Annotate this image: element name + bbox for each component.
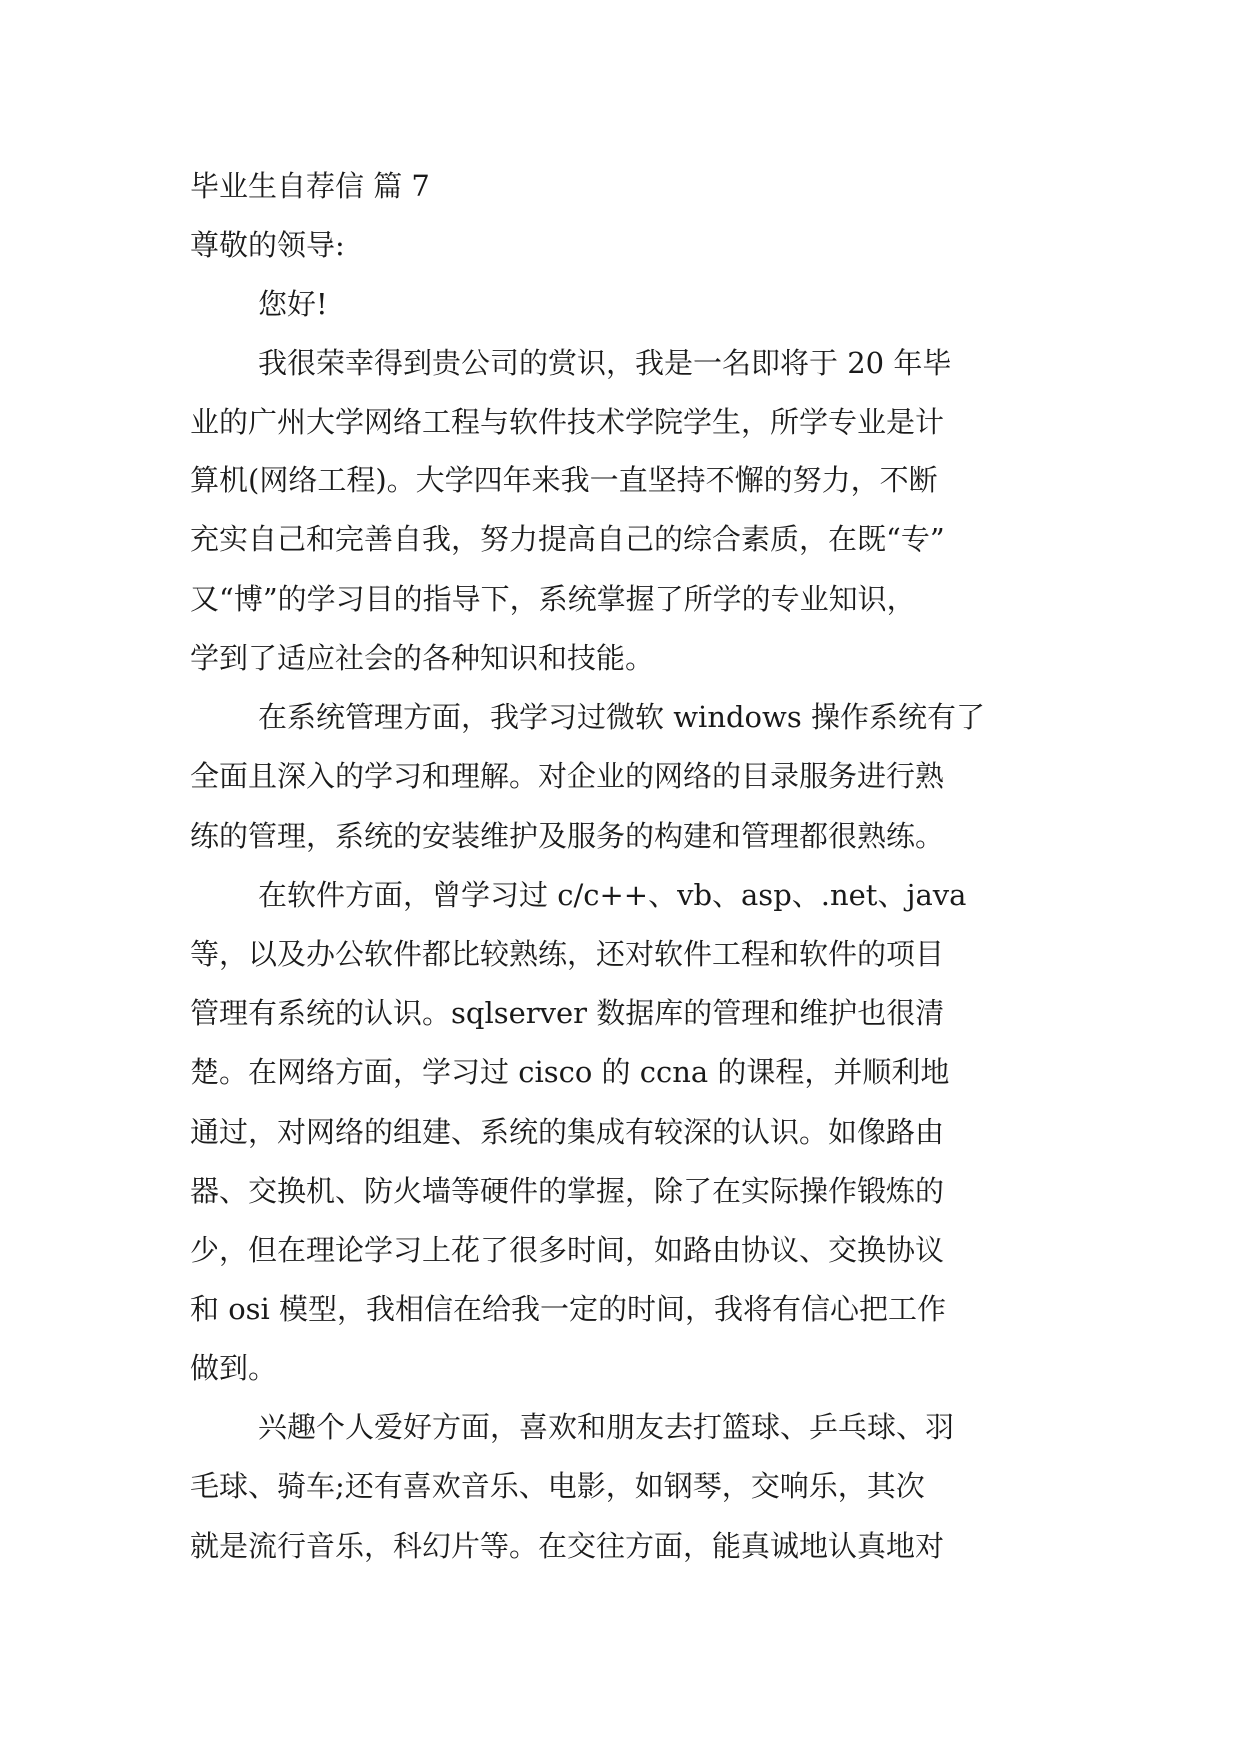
paragraph-line: 毛球、骑车;还有喜欢音乐、电影，如钢琴，交响乐，其次: [190, 1469, 925, 1503]
paragraph-line: 算机(网络工程)。大学四年来我一直坚持不懈的努力，不断: [190, 463, 938, 497]
paragraph-line: 等，以及办公软件都比较熟练，还对软件工程和软件的项目: [190, 937, 945, 971]
document-title: 毕业生自荐信 篇 7: [190, 169, 430, 203]
paragraph-line: 又“博”的学习目的指导下，系统掌握了所学的专业知识，: [190, 582, 916, 616]
paragraph-line: 做到。: [190, 1351, 278, 1385]
paragraph-line: 少，但在理论学习上花了很多时间，如路由协议、交换协议: [190, 1233, 945, 1267]
paragraph-line: 充实自己和完善自我，努力提高自己的综合素质，在既“专”: [190, 522, 945, 556]
paragraph-line: 全面且深入的学习和理解。对企业的网络的目录服务进行熟: [190, 759, 945, 793]
paragraph-line: 学到了适应社会的各种知识和技能。: [190, 641, 655, 675]
paragraph-line: 管理有系统的认识。sqlserver 数据库的管理和维护也很清: [190, 996, 945, 1030]
paragraph-line: 器、交换机、防火墙等硬件的掌握，除了在实际操作锻炼的: [190, 1174, 945, 1208]
paragraph-line: 在系统管理方面，我学习过微软 windows 操作系统有了: [258, 700, 985, 734]
paragraph-line: 业的广州大学网络工程与软件技术学院学生，所学专业是计: [190, 405, 945, 439]
greeting: 您好!: [258, 287, 328, 321]
salutation: 尊敬的领导:: [190, 228, 345, 262]
paragraph-line: 和 osi 模型，我相信在给我一定的时间，我将有信心把工作: [190, 1292, 947, 1326]
paragraph-line: 我很荣幸得到贵公司的赏识，我是一名即将于 20 年毕: [258, 346, 952, 380]
paragraph-line: 通过，对网络的组建、系统的集成有较深的认识。如像路由: [190, 1115, 945, 1149]
paragraph-line: 楚。在网络方面，学习过 cisco 的 ccna 的课程，并顺利地: [190, 1055, 950, 1089]
paragraph-line: 兴趣个人爱好方面，喜欢和朋友去打篮球、乒乓球、羽: [258, 1410, 955, 1444]
paragraph-line: 练的管理，系统的安装维护及服务的构建和管理都很熟练。: [190, 819, 945, 853]
paragraph-line: 就是流行音乐，科幻片等。在交往方面，能真诚地认真地对: [190, 1529, 945, 1563]
paragraph-line: 在软件方面，曾学习过 c/c++、vb、asp、.net、java: [258, 878, 967, 912]
